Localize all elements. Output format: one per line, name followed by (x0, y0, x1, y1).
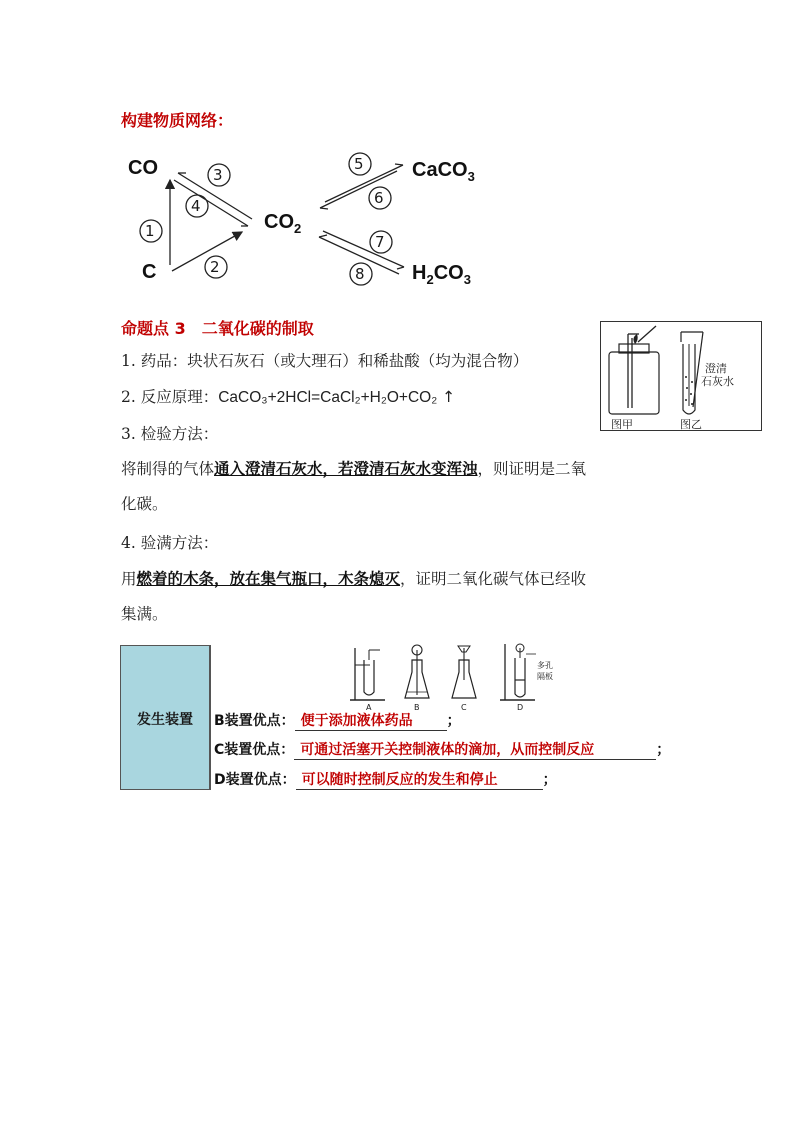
label-clear: 澄清 (705, 362, 727, 375)
row-d: D装置优点： 可以随时控制反应的发生和停止 ； (214, 769, 557, 790)
item-full-line1: 用燃着的木条，放在集气瓶口，木条熄灭，证明二氧化碳气体已经收 (121, 570, 587, 588)
item-drugs: 1. 药品：块状石灰石（或大理石）和稀盐酸（均为混合物） (121, 352, 529, 370)
num-2: 2 (210, 258, 220, 276)
species-c: C (142, 261, 157, 283)
num-1: 1 (145, 222, 155, 240)
species-co: CO (128, 157, 158, 179)
apparatus-drawing (601, 322, 761, 430)
apparatus-abcd (340, 640, 570, 715)
item-full-line2: 集满。 (121, 605, 168, 623)
item-test-line1: 将制得的气体通入澄清石灰水，若澄清石灰水变浑浊，则证明是二氧 (121, 460, 587, 478)
num-8: 8 (355, 265, 365, 283)
label-b: B (414, 703, 420, 712)
row-b: B装置优点： 便于添加液体药品 ； (214, 710, 461, 731)
label-c: C (461, 703, 467, 712)
num-6: 6 (374, 189, 384, 207)
item-test-label: 3. 检验方法： (121, 425, 219, 443)
label-lime: 石灰水 (701, 375, 734, 388)
item-principle: 2. 反应原理：CaCO₃+2HCl=CaCl₂+H₂O+CO₂ ↑ (121, 388, 456, 406)
apparatus-figure (600, 321, 762, 431)
num-3: 3 (213, 166, 223, 184)
caption-yi: 图乙 (680, 418, 702, 431)
item-full-label: 4. 验满方法： (121, 534, 219, 552)
table-header-cell (120, 645, 210, 790)
reaction-network (120, 145, 500, 295)
label-plate: 隔板 (537, 672, 553, 681)
label-a: A (366, 703, 372, 712)
species-h2co3: $H_2CO_3$ (412, 262, 471, 287)
table-header: 发生装置 (137, 712, 193, 728)
num-4: 4 (191, 197, 201, 215)
apparatus-abcd-drawing (340, 640, 570, 715)
species-caco3: CaCO$_3$ (412, 159, 475, 184)
table-divider (210, 645, 211, 790)
num-7: 7 (375, 233, 385, 251)
row-c: C装置优点： 可通过活塞开关控制液体的滴加，从而控制反应 ； (214, 739, 670, 760)
label-porous: 多孔 (537, 661, 553, 670)
num-5: 5 (354, 155, 364, 173)
section-title: 构建物质网络： (121, 111, 234, 130)
topic-title: 命题点 3 二氧化碳的制取 (121, 319, 314, 338)
caption-jia: 图甲 (611, 418, 633, 431)
species-co2: $CO_2$ (264, 211, 302, 236)
item-test-line2: 化碳。 (121, 495, 168, 513)
label-d: D (517, 703, 524, 712)
